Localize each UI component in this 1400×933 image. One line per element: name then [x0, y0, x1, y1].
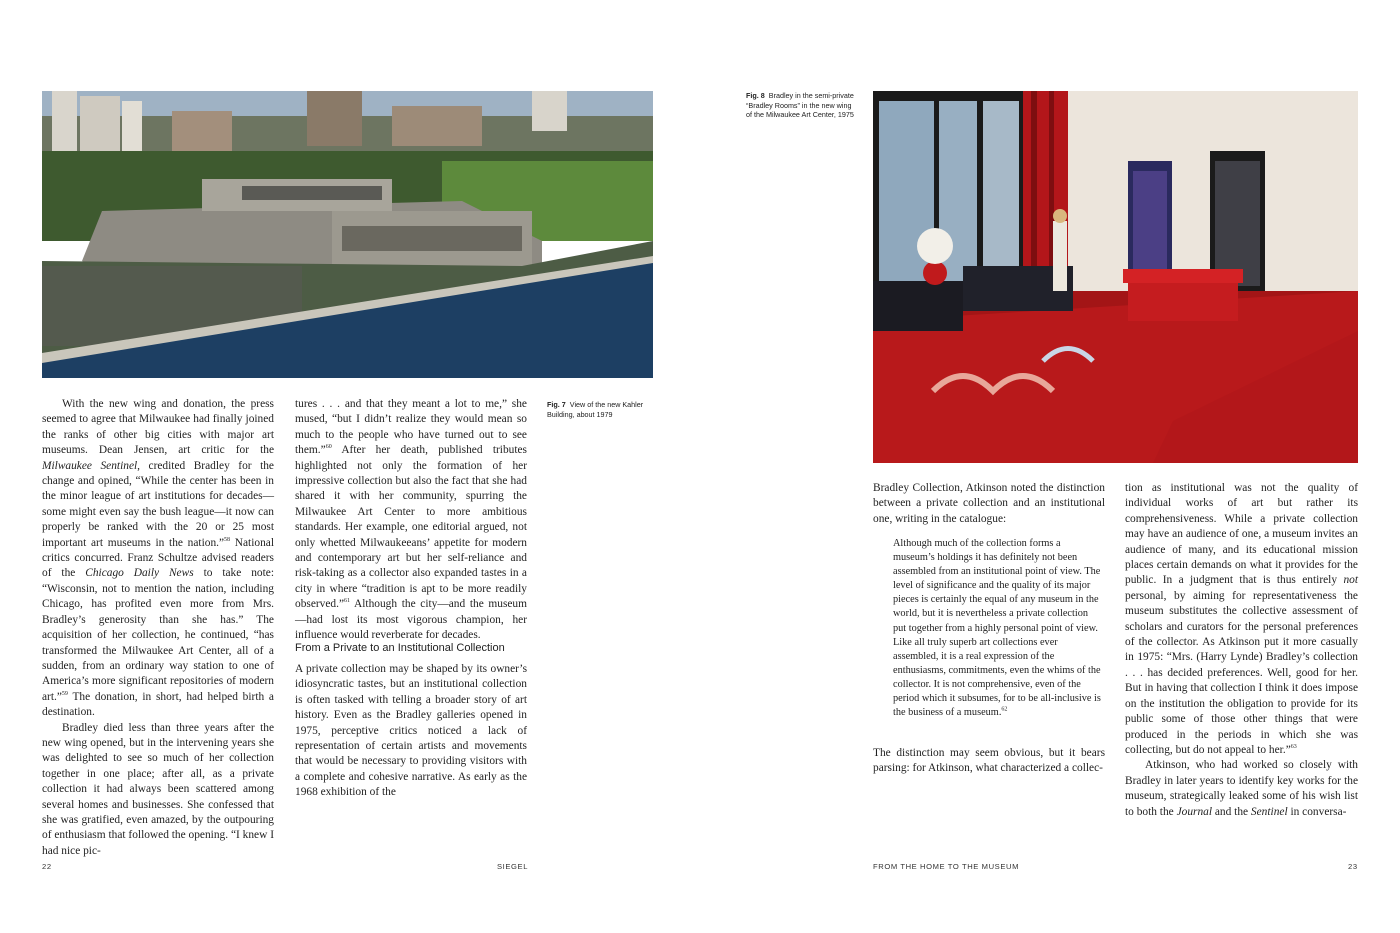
- block-quote: [893, 537, 1103, 720]
- fig8-caption: [746, 91, 854, 120]
- paragraph: Bradley Collection, Atkinson noted the distinction between a private collection and an institutional one, writing in the catalogue:: [873, 482, 1105, 525]
- quote-note: 62: [1001, 706, 1008, 713]
- footer-page-number-right: 23: [1348, 862, 1358, 871]
- left-column-2b: [295, 662, 527, 801]
- fig8-number: Fig. 8: [746, 91, 765, 100]
- gallery-photo-graphic: [873, 91, 1358, 463]
- section-heading: From a Private to an Institutional Collection: [295, 642, 505, 654]
- fig7-caption-text: View of the new Kahler Building, about 1979: [547, 400, 644, 419]
- paragraph: A private collection may be shaped by its owner’s idiosyncratic tastes, but an institutional collection is often tasked with telling a broader story of art history. Even as the Bradley galleries opened in 1975, perceptive critics noticed a lack of representation of certain artists and movements that would be necessary to providing visitors with a complete and cohesive narrative. As early as the 1968 exhibition of the: [295, 663, 527, 799]
- fig8-caption-text: Bradley in the semi-private “Bradley Rooms” in the new wing of the Milwaukee Art Center, 1975: [746, 91, 854, 120]
- paragraph: Bradley died less than three years after the new wing opened, but in the intervening years she was delighted to see so much of her collection together in one place; after all, as a private collection it had always been scattered among several homes and businesses. She confessed that she was gratified, even amazed, by the outpouring of enthusiasm that followed the opening. “I knew I had nice pic-: [42, 721, 274, 857]
- aerial-photo-fig7: [42, 91, 653, 378]
- right-column-2: [1125, 481, 1358, 820]
- right-column-1-intro: [873, 481, 1105, 527]
- paragraph: With the new wing and donation, the press seemed to agree that Milwaukee had finally joined the ranks of other big cities with major art museums. Dean Jensen, art critic for the Milwaukee Sentinel, credited Bradley for the change and opined, “While the center has been in the minor league of art institutions for decades—some might even say the bush league—it now can properly be ranked with the 20 or 25 most important art museums in the nation.”$^{58}$ National critics concurred. Franz Schultze advised readers of the Chicago Daily News to take note: “Wisconsin, not to mention the nation, including Chicago, has profited even more from Mrs. Bradley’s generosity than she has.” The acquisition of her collection, he continued, “has transformed the Milwaukee Art Center, all of a sudden, from an ordinary way station to one of America’s more significant repositories of modern art.”$^{59}$ The donation, in short, had helped birth a destination.: [42, 398, 274, 719]
- right-column-1-after: [873, 746, 1105, 777]
- footer-title: FROM THE HOME TO THE MUSEUM: [873, 862, 1020, 871]
- gallery-photo-fig8: [873, 91, 1358, 463]
- fig7-number: Fig. 7: [547, 400, 566, 409]
- left-column-1: [42, 397, 274, 859]
- fig7-caption: [547, 400, 647, 419]
- aerial-photo-graphic: [42, 91, 653, 378]
- paragraph: Atkinson, who had worked so closely with Bradley in later years to identify key works for the museum, strategically leaked some of his wish list to both the Journal and the Sentinel in conversa-: [1125, 759, 1358, 818]
- quote-text: Although much of the collection forms a museum’s holdings it has definitely not been assembled from an institutional point of view. The level of significance and the quality of its major pieces is certainly the equal of any museum in the world, but it is nevertheless a private collection put together from a highly personal point of view. Like all truly superb art collections ever assembled, it is a real expression of the enthusiasms, commitments, even the whims of the collector. It is not comprehensive, even of the period which it subsumes, for to be all-inclusive is the business of a museum.: [893, 538, 1101, 719]
- left-column-2: [295, 397, 527, 644]
- footer-page-number-left: 22: [42, 862, 52, 871]
- footer-author: SIEGEL: [497, 862, 529, 871]
- paragraph: tion as institutional was not the quality of individual works of art but rather its comprehensiveness. While a private collection may have an audience of one, a museum invites an audience of many, and its educational mission places certain demands on what it provides for the public. In a judgment that is thus entirely not personal, by aiming for representativeness the museum substitutes the collective assessment of scholars and curators for the personal preferences of the collector. As Atkinson put it more casually in 1975: “Mrs. (Harry Lynde) Bradley’s collection . . . has decided preferences. Well, good for her. But in having that collection I think it does impose on the institution the obligation to provide for its public some of those other things that were produced in the periods in which she was collecting, but do not appeal to her.”$^{63}$: [1125, 482, 1358, 756]
- paragraph: The distinction may seem obvious, but it bears parsing: for Atkinson, what characterized a collec-: [873, 747, 1105, 775]
- paragraph: tures . . . and that they meant a lot to me,” she mused, “but I didn’t realize they would mean so much to the people who have turned out to see them.”$^{60}$ After her death, published tributes highlighted not only the formation of her impressive collection but also the fact that she had shared it with her community, spurring the Milwaukee Art Center to more ambitious standards. Her example, one editorial argued, not only whetted Milwaukeeans’ appetite for modern and contemporary art but her self-reliance and risk-taking as a collector also expanded tastes in a city in where “tradition is apt to be more readily observed.”$^{61}$ Although the city—and the museum—had lost its most vigorous champion, her influence would reverberate for decades.: [295, 398, 527, 642]
